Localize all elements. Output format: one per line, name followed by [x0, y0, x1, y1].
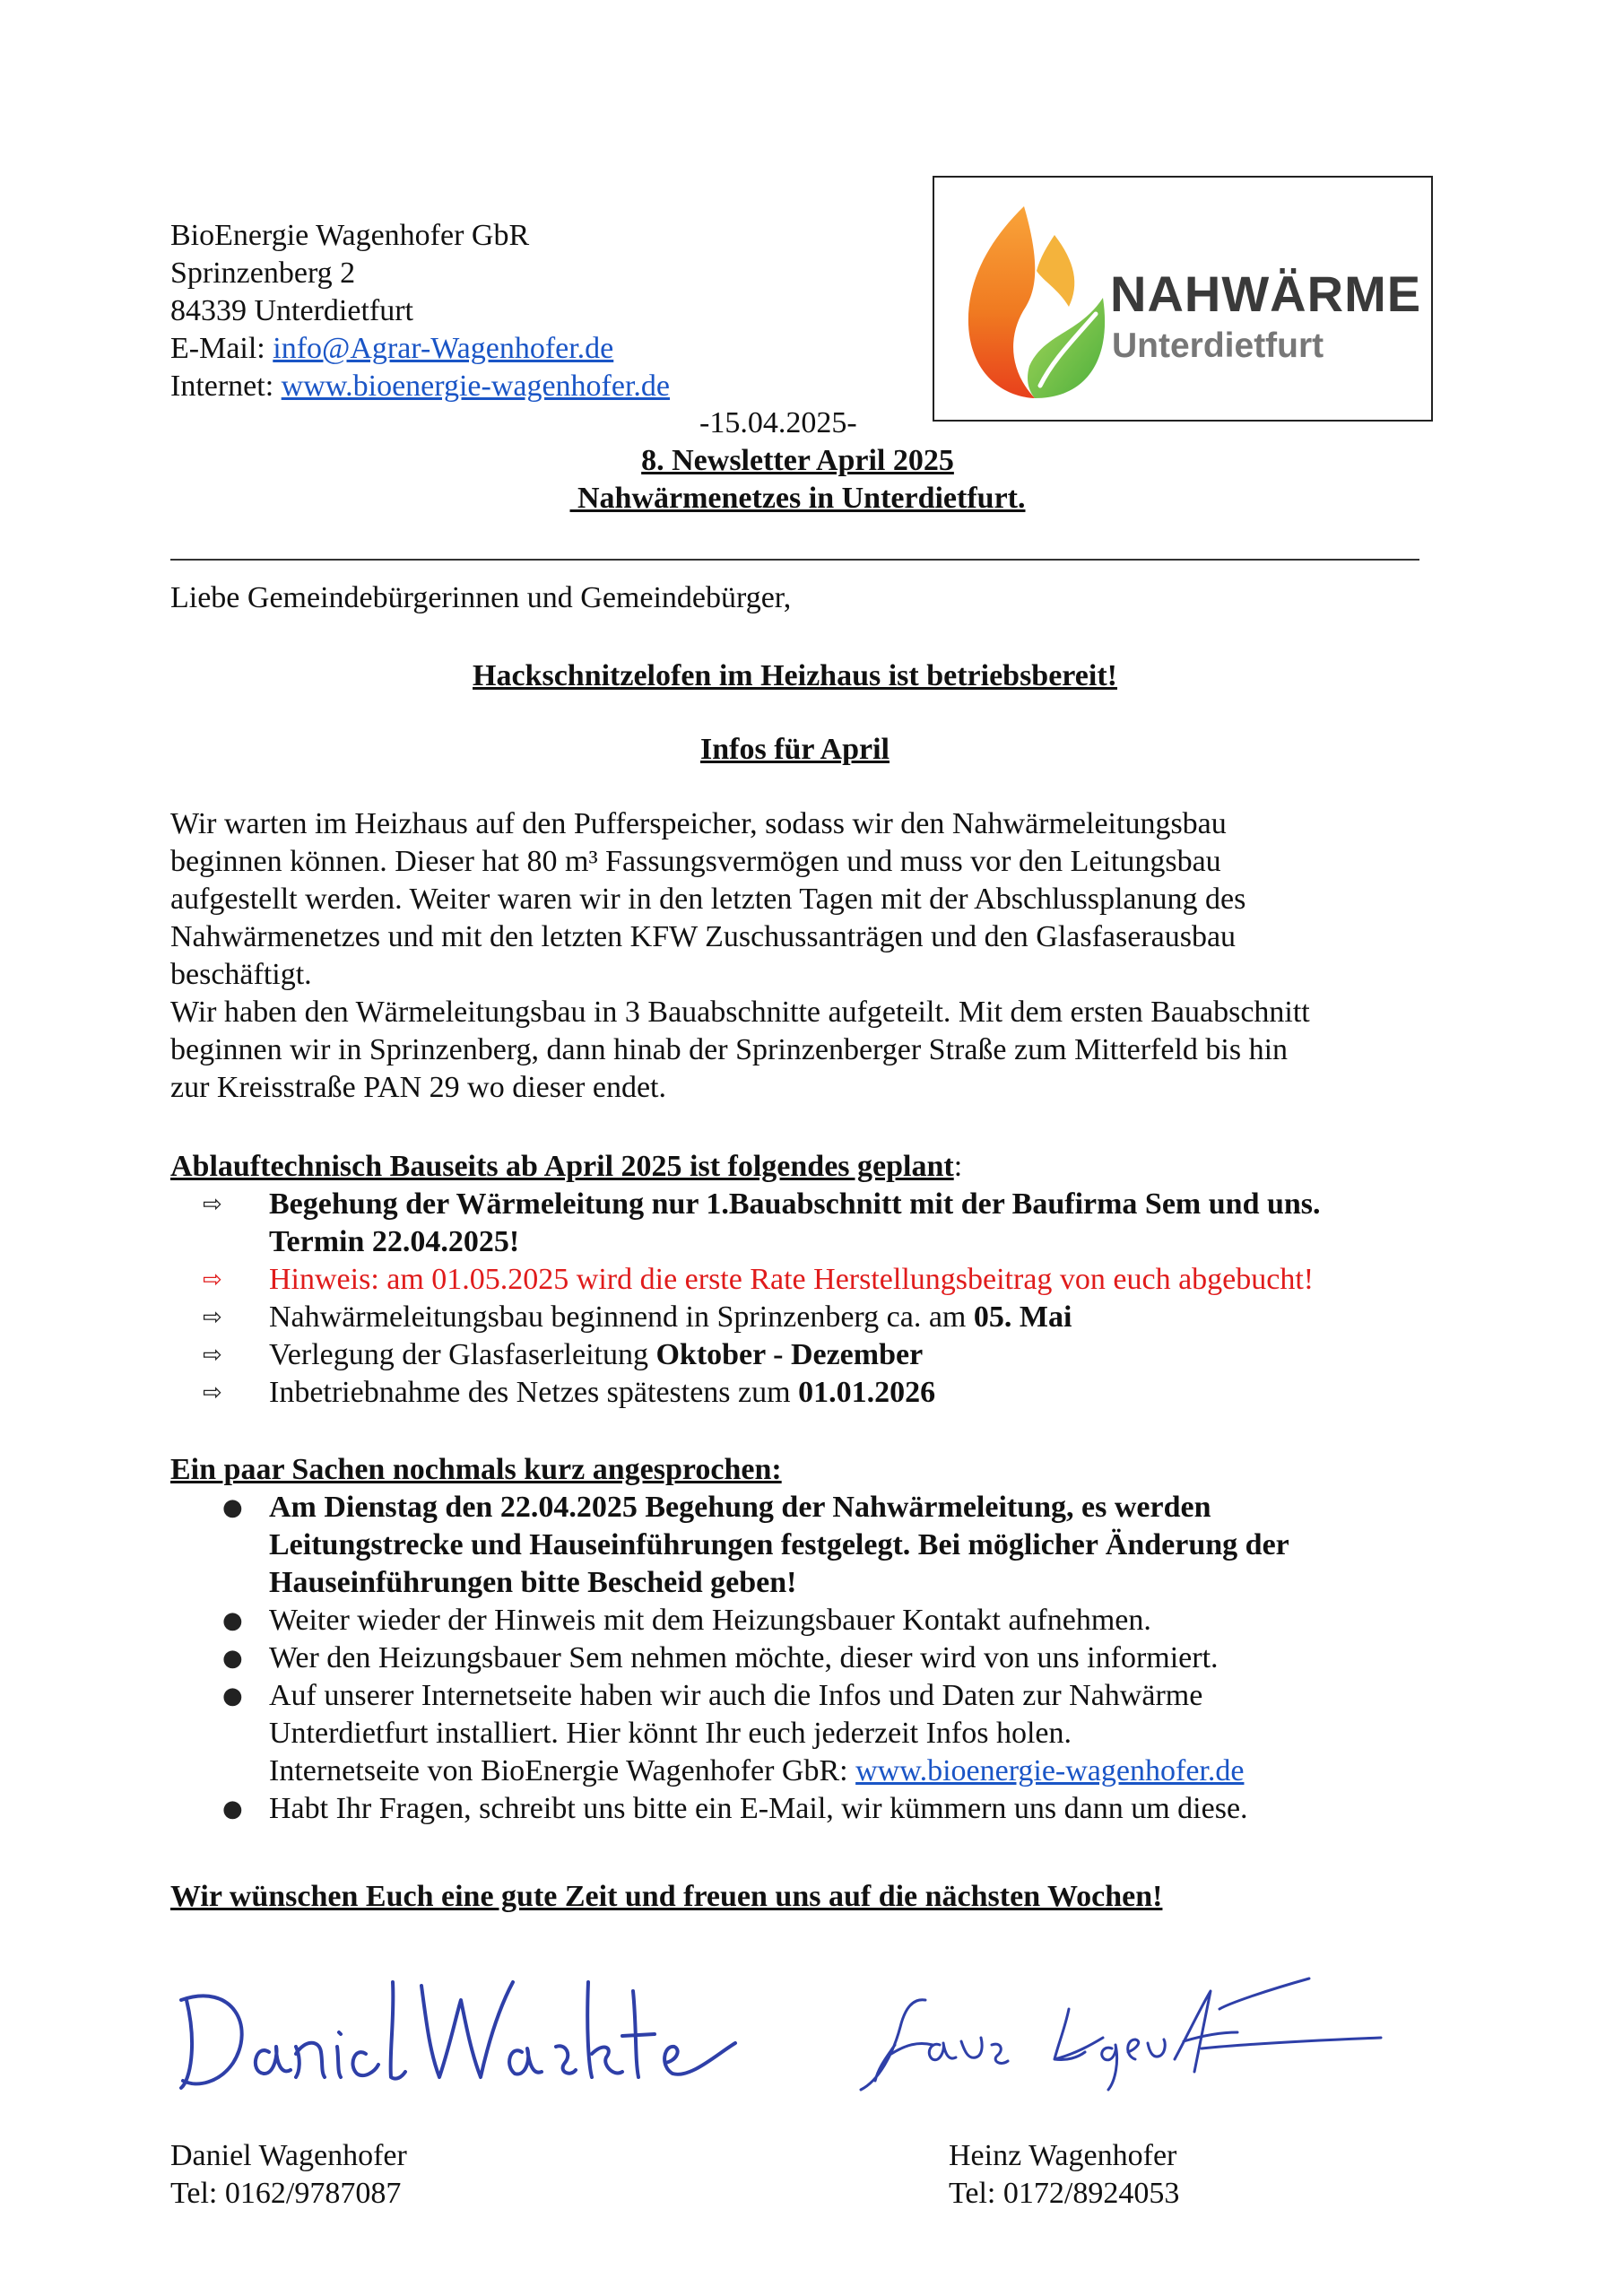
list-item: ⇨ Nahwärmeleitungsbau beginnend in Sprinzenberg ca. am 05. Mai — [199, 1299, 1454, 1336]
website-link[interactable]: www.bioenergie-wagenhofer.de — [855, 1754, 1245, 1787]
intro-line: aufgestellt werden. Weiter waren wir in den letzten Tagen mit der Abschlussplanung des — [170, 883, 1246, 916]
logo-title: NAHWÄRME — [1110, 265, 1422, 322]
signatory-daniel — [170, 2137, 407, 2213]
flame-leaf-icon — [954, 199, 1115, 405]
bullet-icon: ● — [222, 1645, 243, 1672]
arrow-right-icon: ⇨ — [203, 1191, 222, 1218]
plan-heading: Ablauftechnisch Bauseits ab April 2025 ist folgendes geplant: — [170, 1150, 963, 1183]
list-item: ⇨ Verlegung der Glasfaserleitung Oktober - Dezember — [199, 1336, 1454, 1374]
newsletter-date: -15.04.2025- — [699, 406, 857, 439]
bullet-icon: ● — [222, 1683, 243, 1709]
sender-email-line: E-Mail: info@Agrar-Wagenhofer.de — [170, 332, 614, 365]
reminders-heading: Ein paar Sachen nochmals kurz angesprochen: — [170, 1453, 782, 1486]
signature-heinz — [843, 1955, 1417, 2108]
list-item: ● Habt Ihr Fragen, schreibt uns bitte ein E-Mail, wir kümmern uns dann um diese. — [199, 1790, 1454, 1828]
signature-daniel — [170, 1946, 744, 2099]
intro-line: Wir haben den Wärmeleitungsbau in 3 Bauabschnitte aufgeteilt. Mit dem ersten Bauabschnitt — [170, 996, 1310, 1029]
newsletter-subtitle: Nahwärmenetzes in Unterdietfurt. — [569, 482, 1026, 515]
sender-company: BioEnergie Wagenhofer GbR — [170, 219, 530, 252]
headline: Hackschnitzelofen im Heizhaus ist betriebsbereit! — [473, 659, 1117, 692]
email-link[interactable]: info@Agrar-Wagenhofer.de — [273, 332, 614, 365]
intro-line: Nahwärmenetzes und mit den letzten KFW Zuschussanträgen und den Glasfaserausbau — [170, 920, 1237, 953]
signatory-name: Heinz Wagenhofer — [949, 2139, 1177, 2172]
list-item: ● Wer den Heizungsbauer Sem nehmen möchte, dieser wird von uns informiert. — [199, 1639, 1454, 1677]
website-link[interactable]: www.bioenergie-wagenhofer.de — [281, 370, 671, 403]
logo-subtitle: Unterdietfurt — [1112, 326, 1324, 365]
arrow-right-icon: ⇨ — [203, 1342, 222, 1369]
sender-street: Sprinzenberg 2 — [170, 257, 356, 290]
closing-line: Wir wünschen Euch eine gute Zeit und freuen uns auf die nächsten Wochen! — [170, 1880, 1163, 1913]
signatory-phone: Tel: 0172/8924053 — [949, 2177, 1180, 2210]
intro-line: beginnen können. Dieser hat 80 m³ Fassungsvermögen und muss vor den Leitungsbau — [170, 845, 1221, 878]
intro-paragraph — [170, 805, 1426, 1107]
sender-city: 84339 Unterdietfurt — [170, 294, 413, 327]
list-item: ● Am Dienstag den 22.04.2025 Begehung der Nahwärmeleitung, es werden Leitungstrecke und Hauseinführungen festgelegt. Bei möglicher Änderung der Hauseinführungen bitte Bescheid geben! — [199, 1489, 1454, 1602]
intro-line: Wir warten im Heizhaus auf den Pufferspeicher, sodass wir den Nahwärmeleitungsbau — [170, 807, 1227, 840]
list-item: ● Auf unserer Internetseite haben wir auch die Infos und Daten zur Nahwärme Unterdietfurt installiert. Hier könnt Ihr euch jederzeit Infos holen. Internetseite von BioEnergie Wagenhofer GbR: www.bioenergie-wagenhofer.de — [199, 1677, 1454, 1790]
list-item: ⇨ Hinweis: am 01.05.2025 wird die erste Rate Herstellungsbeitrag von euch abgebucht! — [199, 1261, 1454, 1299]
arrow-right-icon: ⇨ — [203, 1266, 222, 1293]
arrow-right-icon: ⇨ — [203, 1304, 222, 1331]
bullet-icon: ● — [222, 1796, 243, 1822]
signatory-heinz — [949, 2137, 1179, 2213]
list-item: ● Weiter wieder der Hinweis mit dem Heizungsbauer Kontakt aufnehmen. — [199, 1602, 1454, 1639]
intro-line: beschäftigt. — [170, 958, 312, 991]
newsletter-title: 8. Newsletter April 2025 — [641, 444, 954, 477]
reminders-list — [199, 1489, 1454, 1828]
nahwaerme-logo — [933, 176, 1433, 422]
greeting: Liebe Gemeindebürgerinnen und Gemeindebürger, — [170, 581, 792, 614]
bullet-icon: ● — [222, 1607, 243, 1634]
section-title: Infos für April — [700, 733, 890, 766]
plan-list — [199, 1186, 1454, 1412]
intro-line: zur Kreisstraße PAN 29 wo dieser endet. — [170, 1071, 666, 1104]
sender-address — [170, 217, 670, 405]
list-item: ⇨ Inbetriebnahme des Netzes spätestens zum 01.01.2026 — [199, 1374, 1454, 1412]
arrow-right-icon: ⇨ — [203, 1379, 222, 1406]
bullet-icon: ● — [222, 1494, 243, 1521]
intro-line: beginnen wir in Sprinzenberg, dann hinab der Sprinzenberger Straße zum Mitterfeld bis hin — [170, 1033, 1289, 1066]
sender-web-line: Internet: www.bioenergie-wagenhofer.de — [170, 370, 671, 403]
signatory-phone: Tel: 0162/9787087 — [170, 2177, 402, 2210]
header-divider — [170, 559, 1419, 561]
signatory-name: Daniel Wagenhofer — [170, 2139, 407, 2172]
list-item: ⇨ Begehung der Wärmeleitung nur 1.Bauabschnitt mit der Baufirma Sem und uns. Termin 22.04.2025! — [199, 1186, 1454, 1261]
